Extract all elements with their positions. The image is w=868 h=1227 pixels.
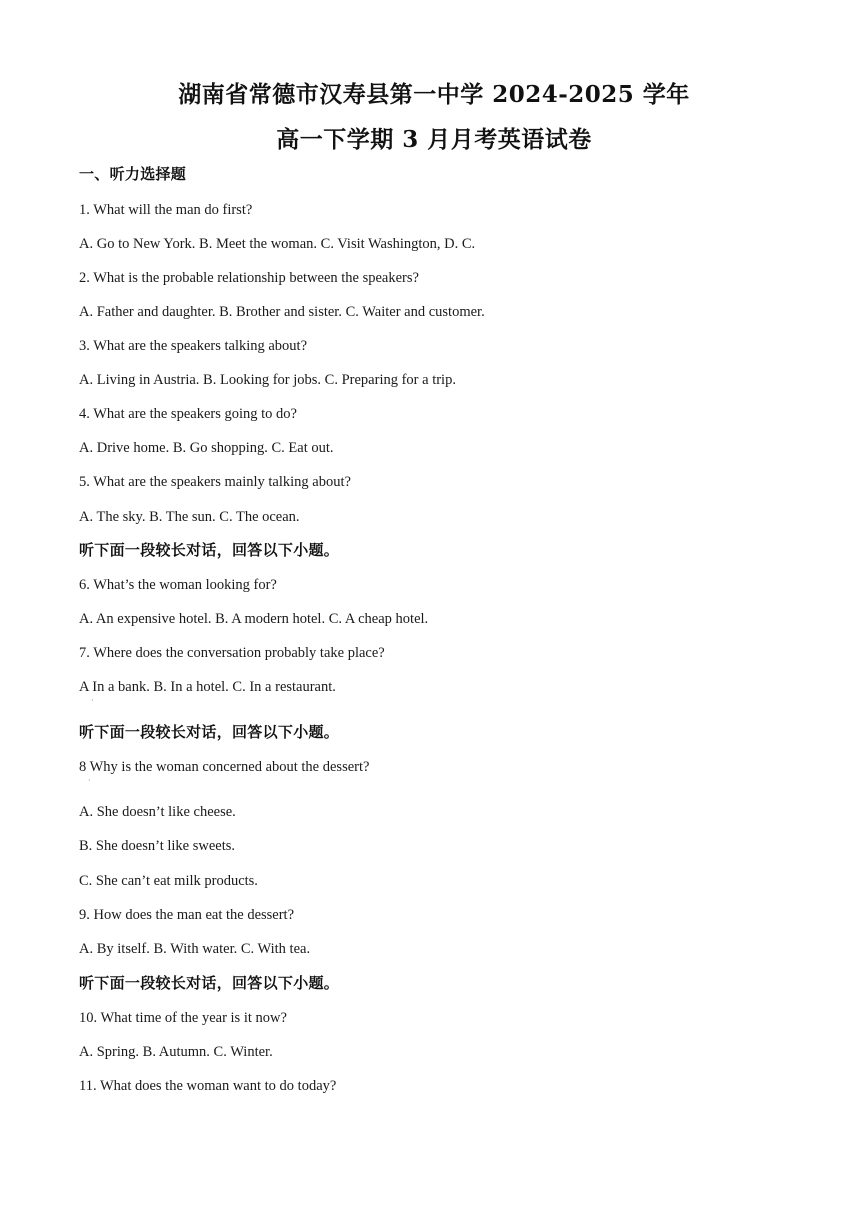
question-11: 11. What does the woman want to do today? — [79, 1078, 337, 1094]
question-9: 9. How does the man eat the dessert? — [79, 907, 295, 923]
question-4-options: A. Drive home. B. Go shopping. C. Eat out. — [79, 440, 334, 456]
instruction-long-dialogue-3: 听下面一段较长对话，回答以下小题。 — [79, 974, 340, 992]
question-8-option-b: B. She doesn’t like sweets. — [79, 838, 235, 854]
question-1: 1. What will the man do first? — [79, 202, 253, 218]
question-7-options: A In a bank. B. In a hotel. C. In a restaurant. — [79, 679, 336, 695]
question-4: 4. What are the speakers going to do? — [79, 406, 297, 422]
question-2-options: A. Father and daughter. B. Brother and sister. C. Waiter and customer. — [79, 304, 485, 320]
question-8-option-c: C. She can’t eat milk products. — [79, 873, 258, 889]
question-8-option-a: A. She doesn’t like cheese. — [79, 804, 236, 820]
question-9-options: A. By itself. B. With water. C. With tea. — [79, 941, 311, 957]
question-7: 7. Where does the conversation probably take place? — [79, 645, 385, 661]
instruction-long-dialogue-1: 听下面一段较长对话，回答以下小题。 — [79, 541, 340, 559]
exam-title-line-2: 高一下学期 3 月月考英语试卷 — [276, 126, 592, 153]
question-10: 10. What time of the year is it now? — [79, 1010, 287, 1026]
question-5-options: A. The sky. B. The sun. C. The ocean. — [79, 509, 300, 525]
question-6-options: A. An expensive hotel. B. A modern hotel. C. A cheap hotel. — [79, 611, 429, 627]
question-3: 3. What are the speakers talking about? — [79, 338, 308, 354]
question-2: 2. What is the probable relationship between the speakers? — [79, 270, 419, 286]
question-6: 6. What’s the woman looking for? — [79, 577, 277, 593]
exam-title-line-1: 湖南省常德市汉寿县第一中学 2024-2025 学年 — [178, 81, 690, 108]
question-5: 5. What are the speakers mainly talking about? — [79, 474, 351, 490]
section-heading-listening: 一、听力选择题 — [79, 165, 187, 183]
instruction-long-dialogue-2: 听下面一段较长对话，回答以下小题。 — [79, 723, 340, 741]
stray-dot-mark: · — [88, 776, 91, 785]
stray-dot-mark: · — [91, 696, 94, 705]
question-1-options: A. Go to New York. B. Meet the woman. C. Visit Washington, D. C. — [79, 236, 476, 252]
question-10-options: A. Spring. B. Autumn. C. Winter. — [79, 1044, 273, 1060]
question-3-options: A. Living in Austria. B. Looking for jobs. C. Preparing for a trip. — [79, 372, 456, 388]
question-8: 8 Why is the woman concerned about the dessert? — [79, 759, 370, 775]
